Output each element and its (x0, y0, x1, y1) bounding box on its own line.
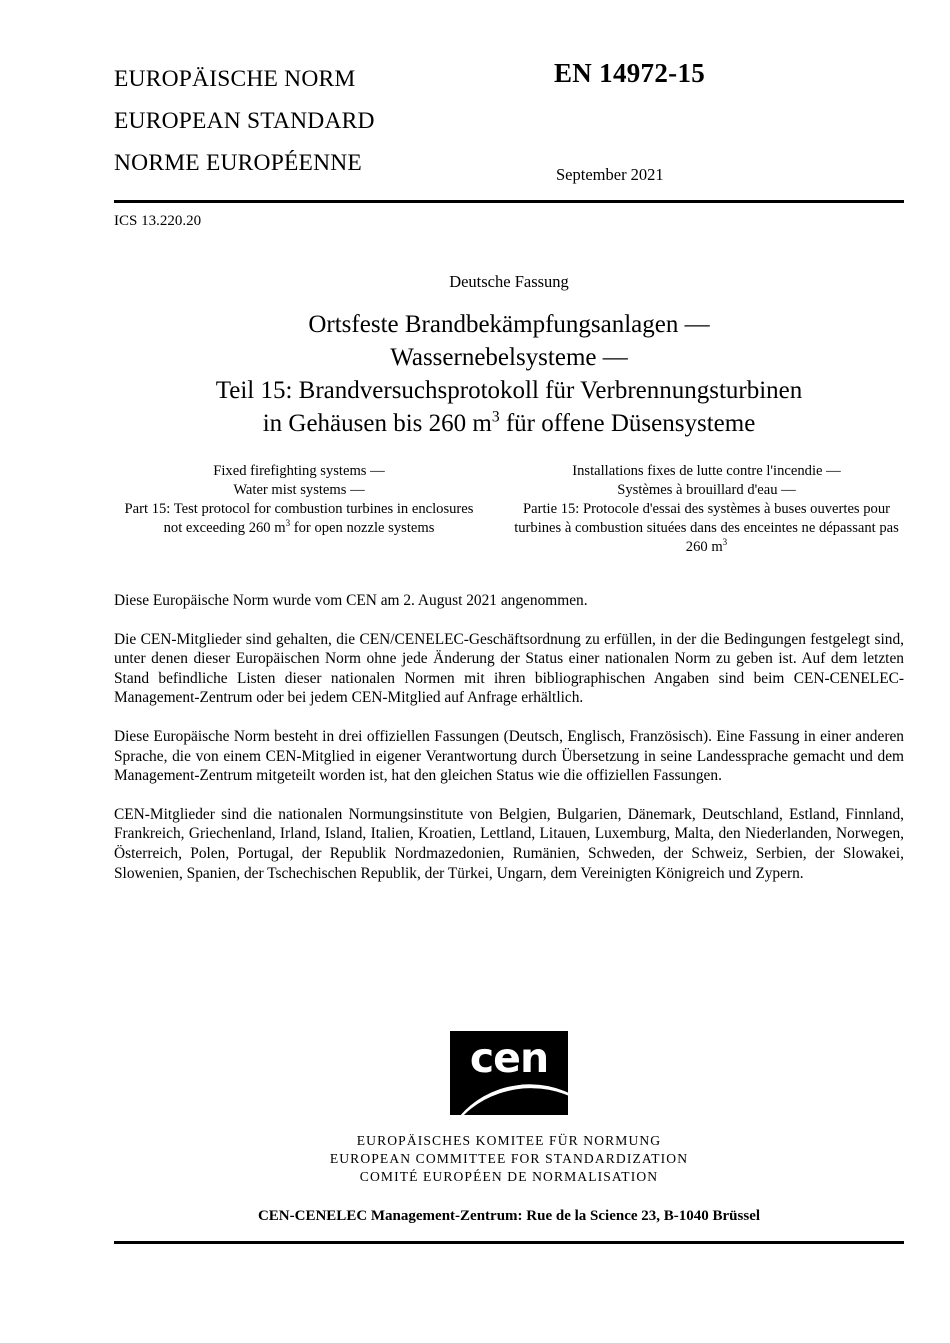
management-centre-address: CEN-CENELEC Management-Zentrum: Rue de la Science 23, B-1040 Brüssel (257, 1208, 761, 1225)
title-en-block (114, 462, 484, 557)
version-label: Deutsche Fassung (449, 272, 569, 291)
title-fr-line-3 (509, 500, 904, 557)
title-en-line-3-a: Part 15: Test protocol for combustion turbines in enclosures not exceeding 260 m (124, 501, 474, 536)
document-header (114, 0, 904, 184)
issue-date: September 2021 (556, 165, 664, 184)
cen-caption (114, 1132, 904, 1186)
cen-logo-icon (450, 1031, 568, 1115)
adoption-paragraph: Diese Europäische Norm wurde vom CEN am 2. August 2021 angenommen. (114, 592, 588, 609)
title-fr-line-3-a: Partie 15: Protocole d'essai des systèmes à buses ouvertes pour turbines à combustion situées dans des enceintes ne dépassant pas 260 m (514, 501, 899, 555)
standard-language-titles (114, 58, 904, 184)
document-title-de (114, 308, 904, 440)
cen-wordmark: cen (469, 1034, 549, 1083)
footer-divider (114, 1241, 904, 1244)
title-en-line-2: Water mist systems — (233, 482, 365, 498)
ics-code: ICS 13.220.20 (114, 213, 202, 229)
cen-caption-fr: COMITÉ EUROPÉEN DE NORMALISATION (359, 1169, 659, 1185)
title-de-line-2: Wassernebelsysteme — (390, 344, 628, 371)
title-fr-label: NORME EUROPÉENNE (114, 150, 362, 176)
cen-caption-de: EUROPÄISCHES KOMITEE FÜR NORMUNG (356, 1133, 662, 1149)
title-en-line-3-sup: 3 (285, 518, 291, 529)
cen-caption-en: EUROPEAN COMMITTEE FOR STANDARDIZATION (329, 1151, 689, 1167)
title-de-line-1: Ortsfeste Brandbekämpfungsanlagen — (308, 311, 710, 338)
alternate-language-titles (114, 462, 904, 557)
title-fr-line-3-sup: 3 (722, 537, 728, 548)
title-de-line-4-sup: 3 (491, 408, 500, 426)
title-de-line-4-b: für offene Düsensysteme (499, 410, 756, 437)
standard-number: EN 14972-15 (554, 58, 706, 88)
page-content (114, 0, 904, 1244)
members-paragraph: CEN-Mitglieder sind die nationalen Normungsinstitute von Belgien, Bulgarien, Dänemark, Deutschland, Estland, Finnland, Frankreich, Griechenland, Irland, Island, Italien, Kroatien, Lettland, Litauen, Luxemburg, Malta, den Niederlanden, Norwegen, Österreich, Polen, Portugal, der Republik Nordmazedonien, Rumänien, Schweden, der Schweiz, Serbien, der Slowakei, Slowenien, Spanien, der Tschechischen Republik, der Türkei, Ungarn, dem Vereinigten Königreich und Zypern. (114, 805, 904, 882)
title-en-line-3 (114, 500, 484, 538)
title-de-line-3: Teil 15: Brandversuchsprotokoll für Verbrennungsturbinen (215, 377, 803, 404)
title-de-line-4-a: in Gehäusen bis 260 m (262, 410, 492, 437)
title-fr-line-1: Installations fixes de lutte contre l'incendie — (572, 463, 841, 479)
title-en-line-3-b: for open nozzle systems (290, 520, 435, 536)
title-en-line-1: Fixed firefighting systems — (213, 463, 385, 479)
cen-logo-block (114, 1031, 904, 1186)
title-fr-line-2: Systèmes à brouillard d'eau — (617, 482, 796, 498)
obligations-paragraph: Die CEN-Mitglieder sind gehalten, die CEN/CENELEC-Geschäftsordnung zu erfüllen, in der die Bedingungen festgelegt sind, unter denen dieser Europäischen Norm ohne jede Änderung der Status einer nationalen Norm zu geben ist. Auf dem letzten Stand befindliche Listen dieser nationalen Normen mit ihren bibliographischen Angaben sind beim CEN-CENELEC-Management-Zentrum oder bei jedem CEN-Mitglied auf Anfrage erhältlich. (114, 630, 904, 707)
title-fr-block (509, 462, 904, 557)
title-de-label: EUROPÄISCHE NORM (114, 66, 356, 92)
title-en-label: EUROPEAN STANDARD (114, 108, 375, 134)
versions-paragraph: Diese Europäische Norm besteht in drei offiziellen Fassungen (Deutsch, Englisch, Französisch). Eine Fassung in einer anderen Sprache, die von einem CEN-Mitglied in eigener Verantwortung durch Übersetzung in seine Landessprache gemacht und dem Management-Zentrum mitgeteilt worden ist, hat den gleichen Status wie die offiziellen Fassungen. (114, 727, 904, 785)
header-divider (114, 200, 904, 203)
title-de-line-4 (114, 407, 904, 440)
